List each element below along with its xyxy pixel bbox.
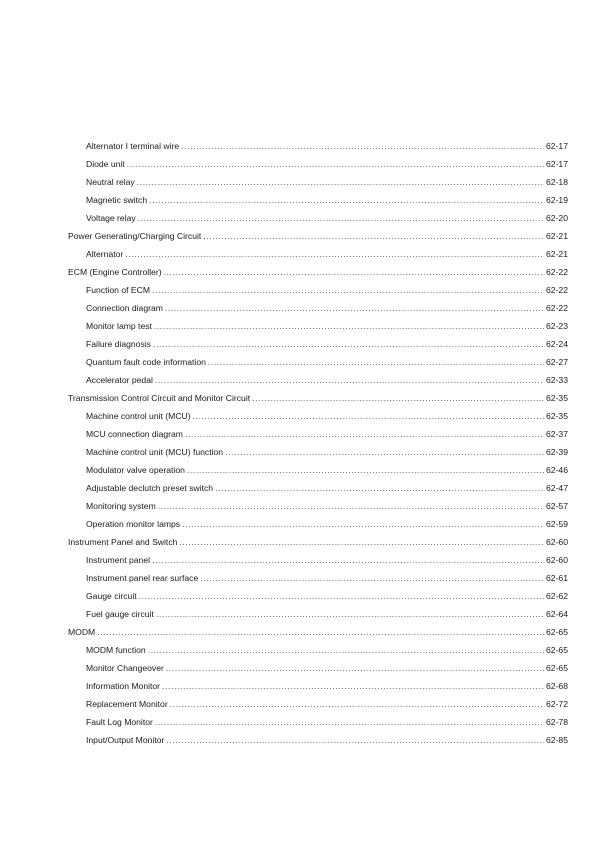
toc-dot-leader [152,551,544,569]
toc-page-number: 62-61 [546,573,568,583]
toc-page-number: 62-39 [546,447,568,457]
toc-page-number: 62-72 [546,699,568,709]
toc-dot-leader [179,533,544,551]
toc-dot-leader [203,227,544,245]
toc-page-number: 62-17 [546,159,568,169]
toc-dot-leader [181,137,544,155]
toc-entry-title: Function of ECM [86,285,150,295]
toc-subsection-entry[interactable] [0,479,568,497]
toc-dot-leader [166,659,544,677]
toc-page-number: 62-37 [546,429,568,439]
toc-subsection-entry[interactable] [0,173,568,191]
toc-page-number: 62-57 [546,501,568,511]
toc-page-number: 62-21 [546,249,568,259]
toc-page-number: 62-23 [546,321,568,331]
toc-entry-title: Alternator [86,249,124,259]
toc-dot-leader [155,713,544,731]
toc-entry-title: Fuel gauge circuit [86,609,154,619]
toc-subsection-entry[interactable] [0,695,568,713]
toc-page-number: 62-68 [546,681,568,691]
toc-subsection-entry[interactable] [0,317,568,335]
toc-dot-leader [200,569,544,587]
toc-entry-title: Input/Output Monitor [86,735,165,745]
toc-dot-leader [137,173,544,191]
toc-entry-title: Quantum fault code information [86,357,206,367]
toc-page-number: 62-20 [546,213,568,223]
toc-dot-leader [208,353,544,371]
toc-entry-title: Connection diagram [86,303,163,313]
toc-entry-title: Information Monitor [86,681,161,691]
toc-subsection-entry[interactable] [0,713,568,731]
toc-subsection-entry[interactable] [0,605,568,623]
toc-dot-leader [193,407,544,425]
toc-entry-title: Instrument panel [86,555,151,565]
toc-dot-leader [166,731,544,749]
toc-section-entry[interactable] [0,389,568,407]
toc-dot-leader [139,587,544,605]
toc-subsection-entry[interactable] [0,641,568,659]
toc-subsection-entry[interactable] [0,191,568,209]
toc-entry-title: Magnetic switch [86,195,148,205]
toc-entry-title: Replacement Monitor [86,699,168,709]
toc-subsection-entry[interactable] [0,659,568,677]
toc-page-number: 62-35 [546,393,568,403]
toc-entry-title: Accelerator pedal [86,375,153,385]
toc-dot-leader [215,479,544,497]
toc-page-number: 62-22 [546,303,568,313]
toc-entry-title: MODM [68,627,96,637]
toc-entry-title: Machine control unit (MCU) function [86,447,224,457]
toc-dot-leader [153,335,544,353]
toc-dot-leader [155,371,544,389]
toc-entry-title: Fault Log Monitor [86,717,153,727]
toc-page-number: 62-46 [546,465,568,475]
toc-subsection-entry[interactable] [0,425,568,443]
toc-dot-leader [154,317,544,335]
toc-page-number: 62-22 [546,285,568,295]
table-of-contents [0,137,596,749]
toc-dot-leader [127,155,544,173]
toc-entry-title: Operation monitor lamps [86,519,181,529]
toc-dot-leader [170,695,544,713]
toc-page-number: 62-21 [546,231,568,241]
toc-page-number: 62-64 [546,609,568,619]
toc-entry-title: Monitor lamp test [86,321,152,331]
toc-dot-leader [97,623,544,641]
toc-page-number: 62-35 [546,411,568,421]
toc-section-entry[interactable] [0,533,568,551]
toc-subsection-entry[interactable] [0,371,568,389]
toc-subsection-entry[interactable] [0,407,568,425]
toc-entry-title: Diode unit [86,159,125,169]
toc-entry-title: MODM function [86,645,146,655]
toc-subsection-entry[interactable] [0,569,568,587]
toc-subsection-entry[interactable] [0,335,568,353]
toc-entry-title: Monitor Changeover [86,663,164,673]
toc-entry-title: Instrument Panel and Switch [68,537,178,547]
toc-page-number: 62-65 [546,645,568,655]
toc-subsection-entry[interactable] [0,497,568,515]
toc-page-number: 62-17 [546,141,568,151]
toc-dot-leader [156,605,544,623]
toc-entry-title: Instrument panel rear surface [86,573,199,583]
toc-entry-title: Adjustable declutch preset switch [86,483,214,493]
toc-entry-title: Voltage relay [86,213,136,223]
toc-dot-leader [152,281,544,299]
toc-dot-leader [185,425,544,443]
toc-page-number: 62-65 [546,663,568,673]
toc-page-number: 62-62 [546,591,568,601]
toc-subsection-entry[interactable] [0,731,568,749]
toc-dot-leader [162,677,544,695]
toc-page-number: 62-19 [546,195,568,205]
toc-entry-title: ECM (Engine Controller) [68,267,162,277]
toc-entry-title: Modulator valve operation [86,465,185,475]
toc-page-number: 62-65 [546,627,568,637]
toc-entry-title: Alternator I terminal wire [86,141,180,151]
toc-entry-title: Failure diagnosis [86,339,151,349]
toc-dot-leader [158,497,544,515]
toc-dot-leader [165,299,544,317]
toc-dot-leader [164,263,544,281]
toc-entry-title: Transmission Control Circuit and Monitor Circuit [68,393,251,403]
toc-page-number: 62-59 [546,519,568,529]
toc-dot-leader [182,515,544,533]
toc-page-number: 62-18 [546,177,568,187]
toc-subsection-entry[interactable] [0,677,568,695]
toc-dot-leader [252,389,544,407]
toc-entry-title: MCU connection diagram [86,429,183,439]
toc-page-number: 62-27 [546,357,568,367]
toc-page-number: 62-60 [546,555,568,565]
toc-page-number: 62-60 [546,537,568,547]
toc-subsection-entry[interactable] [0,299,568,317]
toc-dot-leader [138,209,544,227]
toc-page-number: 62-22 [546,267,568,277]
toc-dot-leader [125,245,544,263]
toc-subsection-entry[interactable] [0,155,568,173]
toc-subsection-entry[interactable] [0,551,568,569]
toc-section-entry[interactable] [0,263,568,281]
toc-dot-leader [148,641,544,659]
toc-page-number: 62-33 [546,375,568,385]
toc-page-number: 62-78 [546,717,568,727]
toc-entry-title: Machine control unit (MCU) [86,411,191,421]
toc-entry-title: Gauge circuit [86,591,137,601]
toc-subsection-entry[interactable] [0,281,568,299]
toc-subsection-entry[interactable] [0,587,568,605]
toc-subsection-entry[interactable] [0,209,568,227]
toc-subsection-entry[interactable] [0,461,568,479]
toc-dot-leader [187,461,544,479]
toc-subsection-entry[interactable] [0,443,568,461]
toc-subsection-entry[interactable] [0,245,568,263]
toc-subsection-entry[interactable] [0,515,568,533]
toc-subsection-entry[interactable] [0,137,568,155]
toc-section-entry[interactable] [0,623,568,641]
toc-page-number: 62-47 [546,483,568,493]
toc-entry-title: Monitoring system [86,501,156,511]
toc-page-number: 62-85 [546,735,568,745]
toc-entry-title: Neutral relay [86,177,135,187]
toc-dot-leader [225,443,544,461]
toc-section-entry[interactable] [0,227,568,245]
toc-page-number: 62-24 [546,339,568,349]
toc-dot-leader [149,191,544,209]
toc-entry-title: Power Generating/Charging Circuit [68,231,202,241]
toc-subsection-entry[interactable] [0,353,568,371]
